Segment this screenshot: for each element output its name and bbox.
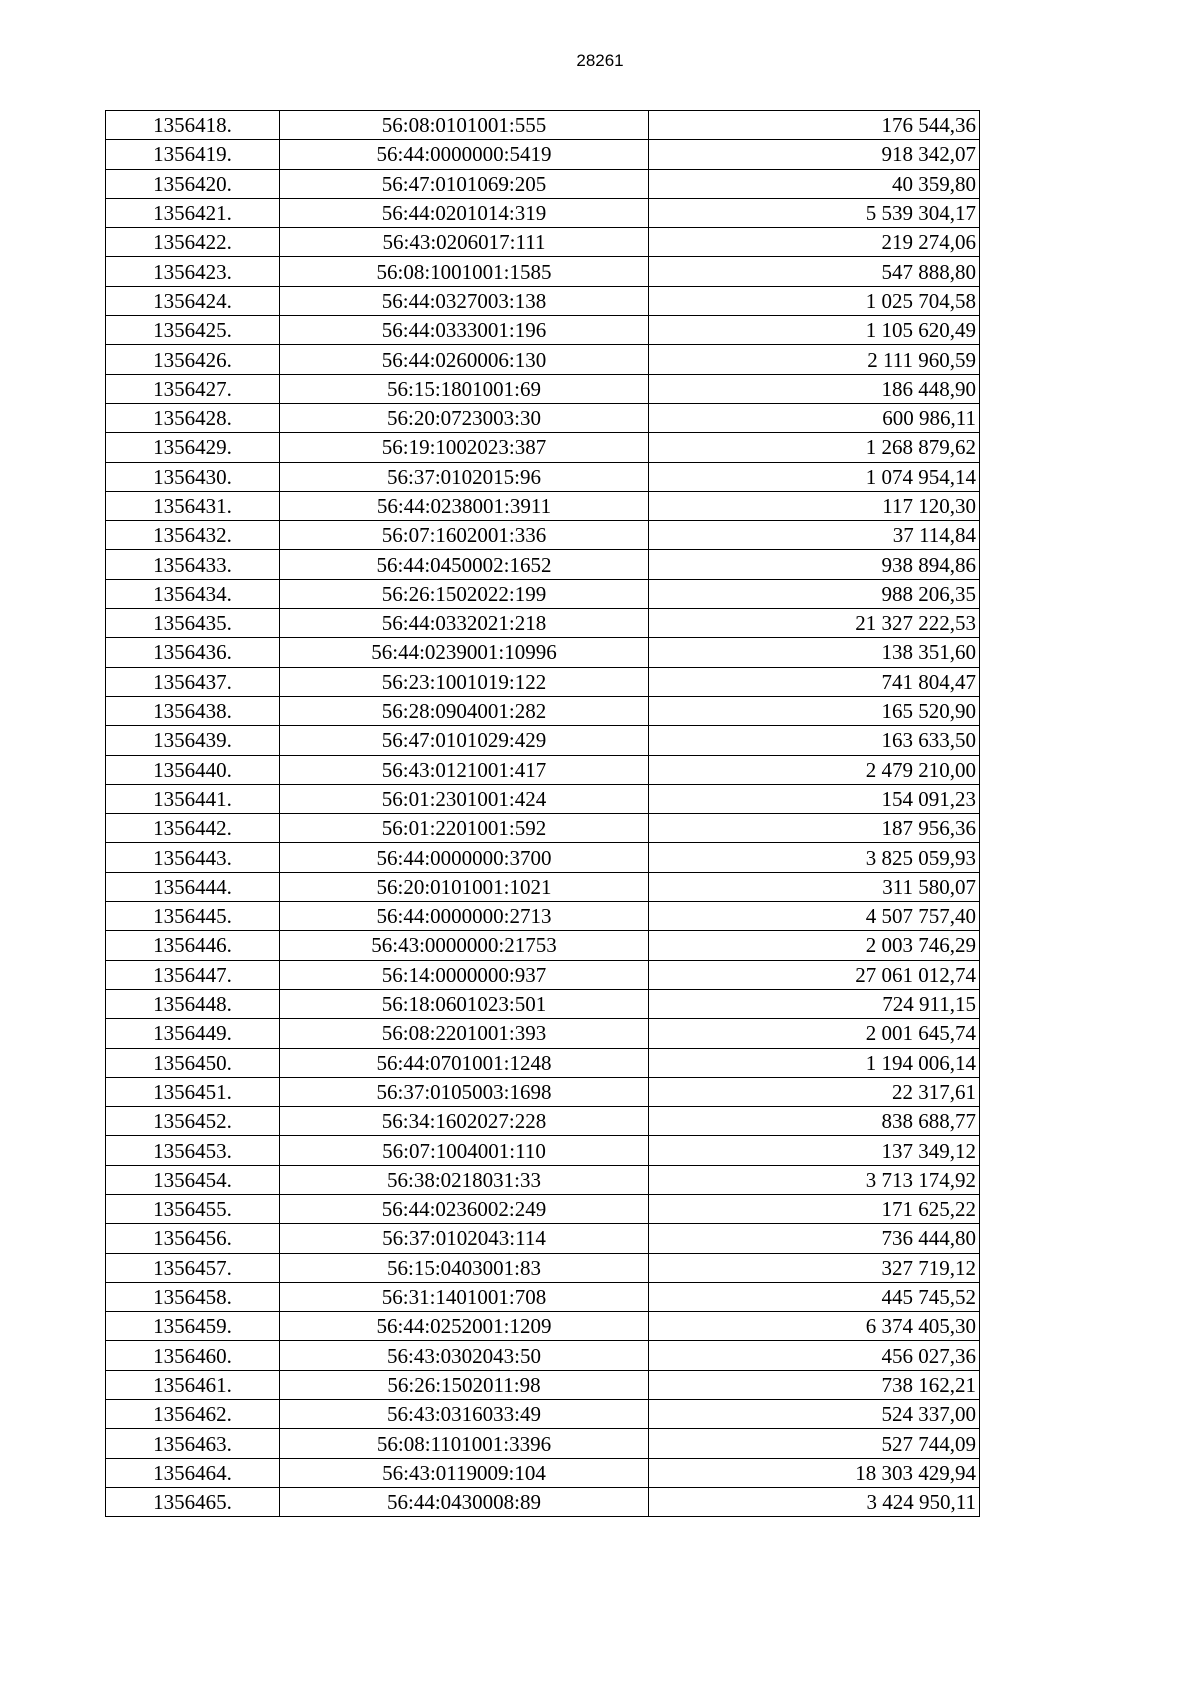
row-number-cell: 1356446. [106, 931, 280, 960]
cadastral-value-cell: 138 351,60 [649, 638, 980, 667]
table-row [106, 638, 980, 667]
row-number-cell: 1356455. [106, 1194, 280, 1223]
row-number-cell: 1356463. [106, 1429, 280, 1458]
cadastral-number-cell: 56:37:0102043:114 [280, 1224, 649, 1253]
table-row [106, 316, 980, 345]
cadastral-number-cell: 56:08:1001001:1585 [280, 257, 649, 286]
table-row [106, 902, 980, 931]
cadastral-value-cell: 1 074 954,14 [649, 462, 980, 491]
row-number-cell: 1356452. [106, 1107, 280, 1136]
row-number-cell: 1356457. [106, 1253, 280, 1282]
table-row [106, 960, 980, 989]
table-row [106, 1341, 980, 1370]
cadastral-number-cell: 56:44:0260006:130 [280, 345, 649, 374]
row-number-cell: 1356418. [106, 111, 280, 140]
cadastral-value-cell: 5 539 304,17 [649, 198, 980, 227]
cadastral-number-cell: 56:08:2201001:393 [280, 1019, 649, 1048]
cadastral-value-cell: 736 444,80 [649, 1224, 980, 1253]
row-number-cell: 1356434. [106, 579, 280, 608]
cadastral-value-cell: 918 342,07 [649, 140, 980, 169]
cadastral-number-cell: 56:28:0904001:282 [280, 696, 649, 725]
row-number-cell: 1356433. [106, 550, 280, 579]
cadastral-value-cell: 445 745,52 [649, 1282, 980, 1311]
row-number-cell: 1356449. [106, 1019, 280, 1048]
cadastral-value-cell: 327 719,12 [649, 1253, 980, 1282]
cadastral-number-cell: 56:43:0316033:49 [280, 1400, 649, 1429]
cadastral-number-cell: 56:26:1502022:199 [280, 579, 649, 608]
cadastral-value-cell: 938 894,86 [649, 550, 980, 579]
table-row [106, 1136, 980, 1165]
table-row [106, 989, 980, 1018]
row-number-cell: 1356445. [106, 902, 280, 931]
cadastral-value-table [105, 110, 980, 1517]
row-number-cell: 1356439. [106, 726, 280, 755]
cadastral-value-cell: 2 003 746,29 [649, 931, 980, 960]
cadastral-number-cell: 56:08:1101001:3396 [280, 1429, 649, 1458]
table-row [106, 784, 980, 813]
table-row [106, 111, 980, 140]
cadastral-value-cell: 2 479 210,00 [649, 755, 980, 784]
cadastral-value-cell: 117 120,30 [649, 491, 980, 520]
cadastral-value-cell: 738 162,21 [649, 1370, 980, 1399]
table-row [106, 1458, 980, 1487]
cadastral-value-cell: 165 520,90 [649, 696, 980, 725]
row-number-cell: 1356428. [106, 403, 280, 432]
cadastral-number-cell: 56:37:0102015:96 [280, 462, 649, 491]
cadastral-number-cell: 56:47:0101029:429 [280, 726, 649, 755]
cadastral-number-cell: 56:14:0000000:937 [280, 960, 649, 989]
table-row [106, 696, 980, 725]
row-number-cell: 1356462. [106, 1400, 280, 1429]
row-number-cell: 1356454. [106, 1165, 280, 1194]
cadastral-number-cell: 56:44:0333001:196 [280, 316, 649, 345]
row-number-cell: 1356427. [106, 374, 280, 403]
row-number-cell: 1356430. [106, 462, 280, 491]
cadastral-value-cell: 456 027,36 [649, 1341, 980, 1370]
cadastral-number-cell: 56:44:0000000:3700 [280, 843, 649, 872]
cadastral-number-cell: 56:34:1602027:228 [280, 1107, 649, 1136]
cadastral-number-cell: 56:26:1502011:98 [280, 1370, 649, 1399]
cadastral-number-cell: 56:44:0430008:89 [280, 1487, 649, 1516]
cadastral-value-cell: 22 317,61 [649, 1077, 980, 1106]
table-row [106, 1107, 980, 1136]
table-row [106, 609, 980, 638]
row-number-cell: 1356431. [106, 491, 280, 520]
page-number: 28261 [576, 51, 624, 70]
cadastral-number-cell: 56:44:0327003:138 [280, 286, 649, 315]
cadastral-number-cell: 56:44:0252001:1209 [280, 1312, 649, 1341]
row-number-cell: 1356464. [106, 1458, 280, 1487]
cadastral-number-cell: 56:44:0450002:1652 [280, 550, 649, 579]
table-row [106, 1282, 980, 1311]
cadastral-value-cell: 137 349,12 [649, 1136, 980, 1165]
table-row [106, 550, 980, 579]
cadastral-value-cell: 741 804,47 [649, 667, 980, 696]
row-number-cell: 1356419. [106, 140, 280, 169]
table-row [106, 1429, 980, 1458]
table-row [106, 1019, 980, 1048]
table-row [106, 257, 980, 286]
cadastral-number-cell: 56:44:0332021:218 [280, 609, 649, 638]
row-number-cell: 1356461. [106, 1370, 280, 1399]
row-number-cell: 1356443. [106, 843, 280, 872]
row-number-cell: 1356440. [106, 755, 280, 784]
row-number-cell: 1356423. [106, 257, 280, 286]
cadastral-value-cell: 37 114,84 [649, 521, 980, 550]
table-row [106, 198, 980, 227]
row-number-cell: 1356436. [106, 638, 280, 667]
cadastral-number-cell: 56:43:0000000:21753 [280, 931, 649, 960]
row-number-cell: 1356424. [106, 286, 280, 315]
table-row [106, 462, 980, 491]
row-number-cell: 1356422. [106, 228, 280, 257]
cadastral-value-cell: 311 580,07 [649, 872, 980, 901]
row-number-cell: 1356425. [106, 316, 280, 345]
row-number-cell: 1356465. [106, 1487, 280, 1516]
cadastral-value-cell: 187 956,36 [649, 814, 980, 843]
cadastral-value-cell: 547 888,80 [649, 257, 980, 286]
row-number-cell: 1356432. [106, 521, 280, 550]
table-row [106, 1077, 980, 1106]
cadastral-number-cell: 56:44:0000000:5419 [280, 140, 649, 169]
table-row [106, 521, 980, 550]
table-row [106, 169, 980, 198]
cadastral-value-cell: 1 105 620,49 [649, 316, 980, 345]
cadastral-number-cell: 56:43:0206017:111 [280, 228, 649, 257]
cadastral-number-cell: 56:43:0302043:50 [280, 1341, 649, 1370]
cadastral-number-cell: 56:44:0236002:249 [280, 1194, 649, 1223]
table-row [106, 1165, 980, 1194]
cadastral-number-cell: 56:44:0239001:10996 [280, 638, 649, 667]
cadastral-value-cell: 2 111 960,59 [649, 345, 980, 374]
cadastral-number-cell: 56:44:0000000:2713 [280, 902, 649, 931]
cadastral-value-cell: 3 424 950,11 [649, 1487, 980, 1516]
cadastral-value-cell: 524 337,00 [649, 1400, 980, 1429]
cadastral-number-cell: 56:20:0101001:1021 [280, 872, 649, 901]
table-row [106, 433, 980, 462]
table-row [106, 374, 980, 403]
table-row [106, 1194, 980, 1223]
row-number-cell: 1356437. [106, 667, 280, 696]
cadastral-value-cell: 40 359,80 [649, 169, 980, 198]
cadastral-number-cell: 56:01:2201001:592 [280, 814, 649, 843]
table-row [106, 491, 980, 520]
row-number-cell: 1356441. [106, 784, 280, 813]
cadastral-value-cell: 18 303 429,94 [649, 1458, 980, 1487]
table-row [106, 140, 980, 169]
cadastral-value-cell: 6 374 405,30 [649, 1312, 980, 1341]
cadastral-number-cell: 56:44:0701001:1248 [280, 1048, 649, 1077]
cadastral-number-cell: 56:19:1002023:387 [280, 433, 649, 462]
row-number-cell: 1356438. [106, 696, 280, 725]
cadastral-value-cell: 600 986,11 [649, 403, 980, 432]
cadastral-value-cell: 2 001 645,74 [649, 1019, 980, 1048]
row-number-cell: 1356453. [106, 1136, 280, 1165]
cadastral-value-cell: 219 274,06 [649, 228, 980, 257]
table-row [106, 814, 980, 843]
table-row [106, 667, 980, 696]
cadastral-value-cell: 186 448,90 [649, 374, 980, 403]
row-number-cell: 1356451. [106, 1077, 280, 1106]
row-number-cell: 1356444. [106, 872, 280, 901]
row-number-cell: 1356458. [106, 1282, 280, 1311]
cadastral-number-cell: 56:43:0119009:104 [280, 1458, 649, 1487]
cadastral-number-cell: 56:38:0218031:33 [280, 1165, 649, 1194]
table-row [106, 843, 980, 872]
cadastral-number-cell: 56:08:0101001:555 [280, 111, 649, 140]
cadastral-number-cell: 56:44:0238001:3911 [280, 491, 649, 520]
row-number-cell: 1356435. [106, 609, 280, 638]
row-number-cell: 1356420. [106, 169, 280, 198]
table-row [106, 1253, 980, 1282]
cadastral-value-cell: 3 825 059,93 [649, 843, 980, 872]
row-number-cell: 1356429. [106, 433, 280, 462]
table-row [106, 1048, 980, 1077]
cadastral-value-cell: 527 744,09 [649, 1429, 980, 1458]
row-number-cell: 1356421. [106, 198, 280, 227]
cadastral-number-cell: 56:15:0403001:83 [280, 1253, 649, 1282]
cadastral-value-cell: 27 061 012,74 [649, 960, 980, 989]
cadastral-value-cell: 171 625,22 [649, 1194, 980, 1223]
table-row [106, 931, 980, 960]
cadastral-value-cell: 1 025 704,58 [649, 286, 980, 315]
row-number-cell: 1356459. [106, 1312, 280, 1341]
cadastral-value-cell: 724 911,15 [649, 989, 980, 1018]
cadastral-number-cell: 56:18:0601023:501 [280, 989, 649, 1018]
cadastral-number-cell: 56:07:1004001:110 [280, 1136, 649, 1165]
table-row [106, 345, 980, 374]
cadastral-number-cell: 56:37:0105003:1698 [280, 1077, 649, 1106]
cadastral-number-cell: 56:20:0723003:30 [280, 403, 649, 432]
cadastral-value-cell: 4 507 757,40 [649, 902, 980, 931]
cadastral-value-cell: 163 633,50 [649, 726, 980, 755]
table-row [106, 228, 980, 257]
cadastral-value-cell: 21 327 222,53 [649, 609, 980, 638]
row-number-cell: 1356448. [106, 989, 280, 1018]
row-number-cell: 1356447. [106, 960, 280, 989]
cadastral-value-cell: 838 688,77 [649, 1107, 980, 1136]
row-number-cell: 1356456. [106, 1224, 280, 1253]
table-row [106, 1224, 980, 1253]
cadastral-number-cell: 56:47:0101069:205 [280, 169, 649, 198]
table-row [106, 579, 980, 608]
cadastral-value-cell: 154 091,23 [649, 784, 980, 813]
cadastral-value-cell: 1 194 006,14 [649, 1048, 980, 1077]
cadastral-number-cell: 56:43:0121001:417 [280, 755, 649, 784]
cadastral-number-cell: 56:23:1001019:122 [280, 667, 649, 696]
cadastral-number-cell: 56:31:1401001:708 [280, 1282, 649, 1311]
table-row [106, 1370, 980, 1399]
cadastral-value-cell: 1 268 879,62 [649, 433, 980, 462]
table-row [106, 286, 980, 315]
row-number-cell: 1356460. [106, 1341, 280, 1370]
cadastral-number-cell: 56:07:1602001:336 [280, 521, 649, 550]
table-row [106, 1400, 980, 1429]
table-row [106, 726, 980, 755]
table-row [106, 1312, 980, 1341]
row-number-cell: 1356426. [106, 345, 280, 374]
row-number-cell: 1356450. [106, 1048, 280, 1077]
cadastral-number-cell: 56:01:2301001:424 [280, 784, 649, 813]
table-body [106, 111, 980, 1517]
table-row [106, 403, 980, 432]
cadastral-value-cell: 988 206,35 [649, 579, 980, 608]
table-row [106, 872, 980, 901]
cadastral-number-cell: 56:15:1801001:69 [280, 374, 649, 403]
row-number-cell: 1356442. [106, 814, 280, 843]
cadastral-value-cell: 3 713 174,92 [649, 1165, 980, 1194]
cadastral-value-cell: 176 544,36 [649, 111, 980, 140]
cadastral-number-cell: 56:44:0201014:319 [280, 198, 649, 227]
table-row [106, 755, 980, 784]
table-row [106, 1487, 980, 1516]
